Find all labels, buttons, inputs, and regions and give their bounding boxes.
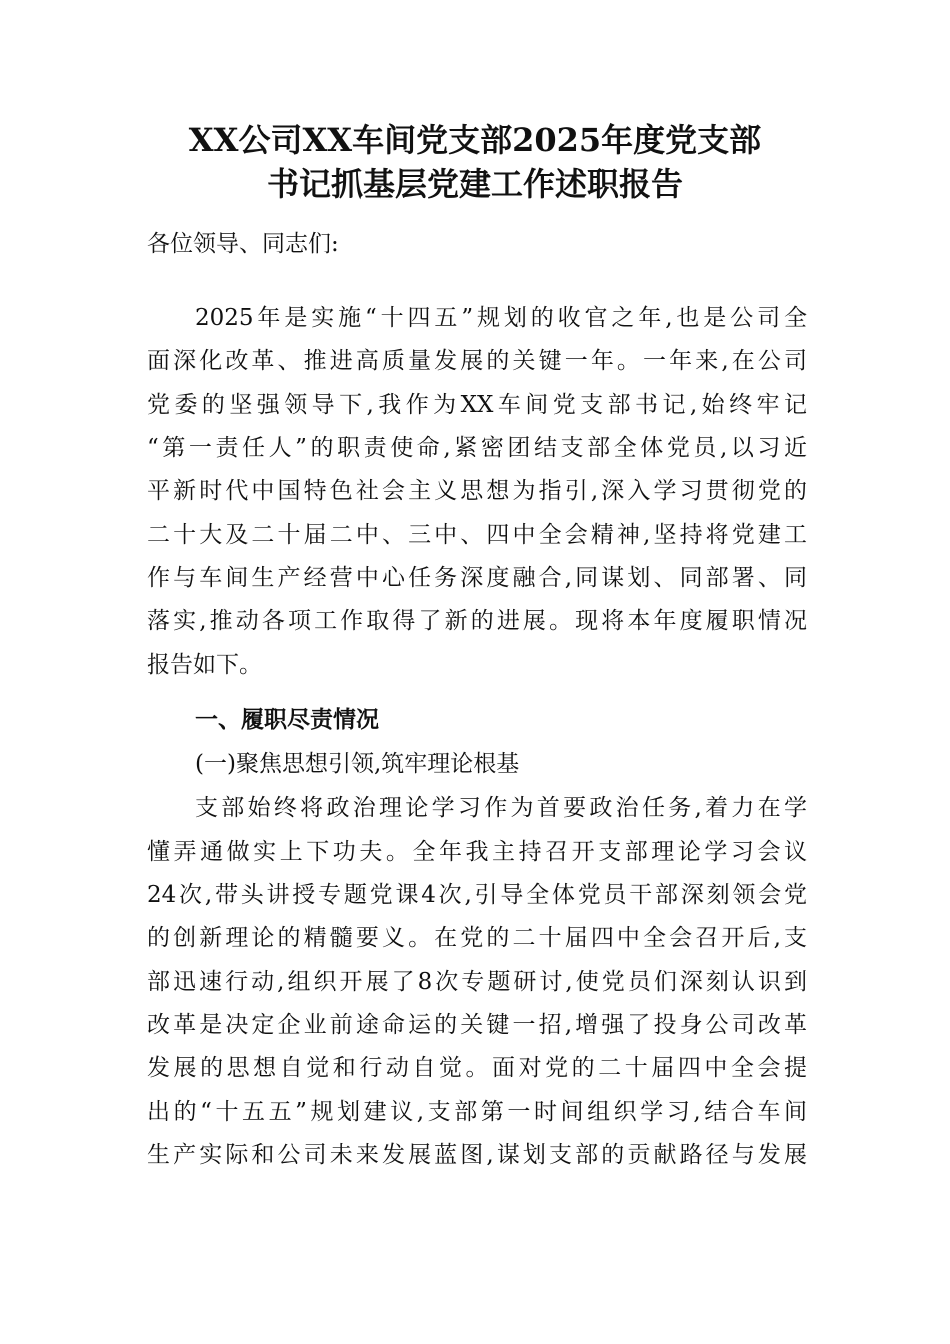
intro-line: 党委的坚强领导下,我作为XX车间党支部书记,始终牢记 <box>147 392 807 418</box>
salutation: 各位领导、同志们: <box>147 231 339 257</box>
body-line: 发展的思想自觉和行动自觉。面对党的二十届四中全会提 <box>147 1055 807 1081</box>
intro-line: 落实,推动各项工作取得了新的进展。现将本年度履职情况 <box>147 608 807 634</box>
report-title-line-1: XX公司XX车间党支部2025年度党支部 <box>188 121 762 159</box>
intro-line: 二十大及二十届二中、三中、四中全会精神,坚持将党建工 <box>147 522 807 548</box>
intro-line: 面深化改革、推进高质量发展的关键一年。一年来,在公司 <box>147 348 807 374</box>
body-line: 出的“十五五”规划建议,支部第一时间组织学习,结合车间 <box>147 1099 807 1125</box>
intro-line: 报告如下。 <box>147 652 262 678</box>
body-line: 24次,带头讲授专题党课4次,引导全体党员干部深刻领会党 <box>147 882 807 908</box>
section-heading: 一、履职尽责情况 <box>195 707 379 733</box>
body-line: 改革是决定企业前途命运的关键一招,增强了投身公司改革 <box>147 1012 807 1038</box>
intro-line: 2025年是实施“十四五”规划的收官之年,也是公司全 <box>195 305 807 331</box>
intro-line: 作与车间生产经营中心任务深度融合,同谋划、同部署、同 <box>147 565 807 591</box>
report-title-line-2: 书记抓基层党建工作述职报告 <box>266 165 683 203</box>
body-line: 懂弄通做实上下功夫。全年我主持召开支部理论学习会议 <box>147 839 807 865</box>
body-line: 生产实际和公司未来发展蓝图,谋划支部的贡献路径与发展 <box>147 1142 807 1168</box>
body-line: 支部始终将政治理论学习作为首要政治任务,着力在学 <box>195 795 807 821</box>
intro-line: “第一责任人”的职责使命,紧密团结支部全体党员,以习近 <box>147 435 807 461</box>
subsection-heading: (一)聚焦思想引领,筑牢理论根基 <box>195 751 520 777</box>
intro-line: 平新时代中国特色社会主义思想为指引,深入学习贯彻党的 <box>147 478 807 504</box>
body-line: 部迅速行动,组织开展了8次专题研讨,使党员们深刻认识到 <box>147 969 807 995</box>
body-line: 的创新理论的精髓要义。在党的二十届四中全会召开后,支 <box>147 925 807 951</box>
